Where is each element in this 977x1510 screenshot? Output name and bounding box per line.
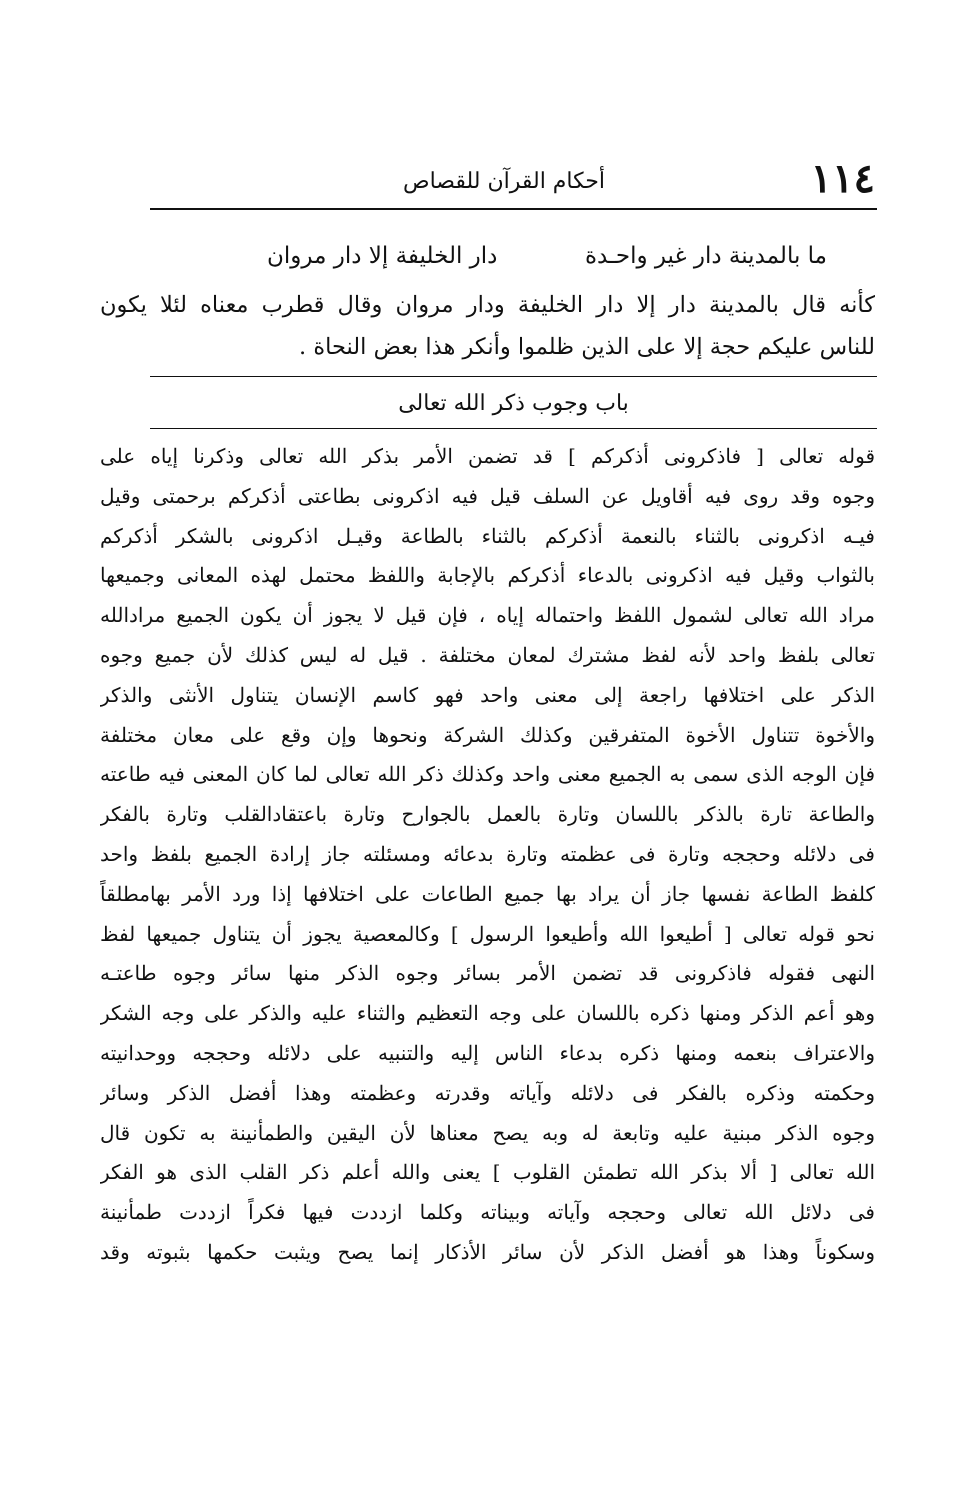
verse-second-hemistich: دار الخليفة إلا دار مروان	[267, 243, 498, 269]
running-title: أحكام القرآن للقصاص	[402, 169, 605, 194]
body-line: النهى فقوله فاذكرونى قد تضمن الأمر بسائر وجوه الذكر منها سائر وجوه طاعتـه	[100, 961, 875, 986]
body-line: كلفظ الطاعة نفسها جاز أن يراد بها جميع الطاعات على اختلافها إذا ورد الأمر بهامطلقاً	[100, 881, 875, 906]
body-line: تعالى بلفظ واحد لأنه لفظ مشترك لمعان مختلفة . قيل له ليس كذلك لأن جميع وجوه	[100, 642, 875, 667]
chapter-title: باب وجوب ذكر الله تعالى	[398, 391, 629, 416]
page-number: ١١٤	[810, 155, 875, 202]
chapter-rule	[150, 428, 877, 429]
body-paragraph	[100, 437, 875, 1273]
body-line: قوله تعالى [ فاذكرونى أذكركم ] قد تضمن الأمر بذكر الله تعالى وذكرنا إياه على	[100, 444, 875, 468]
poetry-verse	[267, 238, 827, 274]
section-rule	[150, 376, 877, 377]
body-line: فى دلائله وحججه وتارة فى عظمته وتارة بدعائه ومسئلته جاز إرادة الجميع بلفظ واحد	[100, 841, 875, 866]
verse-first-hemistich: ما بالمدينة دار غير واحـدة	[584, 243, 827, 269]
body-line: وجوه الذكر مبنية عليه وتابعة له وبه يصح معناها لأن اليقين والطمأنينة به تكون قال	[100, 1120, 875, 1145]
body-line: فإن الوجه الذى سمى به الجميع معنى واحد وكذلك ذكر الله تعالى لما كان المعنى فيه طاعته	[100, 762, 875, 787]
intro-line: للناس عليكم حجة إلا على الذين ظلموا وأنكر هذا بعض النحاة .	[299, 334, 875, 360]
body-line: والأخوة تتناول الأخوة المتفرقين وكذلك الشركة ونحوها وإن وقع على معان مختلفة	[100, 722, 875, 747]
body-line: وسكوناً وهذا هو أفضل الذكر لأن سائر الأذكار إنما يصح ويثبت حكمها بثبوته وقد	[100, 1239, 875, 1264]
body-line: بالثواب وقيل فيه اذكرونى بالدعاء أذكركم بالإجابة واللفظ محتمل لهذه المعانى وجميعها	[100, 563, 875, 588]
body-line: مراد الله تعالى لشمول اللفظ واحتماله إياه ، فإن قيل لا يجوز أن يكون الجميع مرادالله	[100, 603, 875, 628]
body-line: والطاعة تارة بالذكر باللسان وتارة بالعمل بالجوارح وتارة باعتقادالقلب وتارة بالفكر	[100, 802, 875, 827]
body-line: وهو أعم الذكر ومنها ذكره باللسان على وجه التعظيم والثناء عليه والذكر على وجه الشكر	[100, 1001, 875, 1026]
body-line: الله تعالى [ ألا بذكر الله تطمئن القلوب ] يعنى والله أعلم ذكر القلب الذى هو الفكر	[100, 1160, 875, 1185]
intro-paragraph	[100, 284, 875, 368]
body-line: فيـه اذكرونى بالثناء بالنعمة أذكركم بالثناء بالطاعة وقيـل اذكرونى بالشكر أذكركم	[100, 523, 875, 548]
body-line: فى دلائل الله تعالى وحججه وآياته وبيناته وكلما ازددت فيها فكراً ازددت طمأنينة	[100, 1200, 875, 1225]
body-line: نحو قوله تعالى [ أطيعوا الله وأطيعوا الرسول ] وكالمعصية يجوز أن يتناول جميعها لفظ	[100, 921, 875, 946]
page-header	[150, 155, 875, 205]
intro-line: كأنه قال بالمدينة دار إلا دار الخليفة ودار مروان وقال قطرب معناه لئلا يكون	[100, 292, 875, 318]
header-rule	[150, 208, 877, 210]
body-line: والاعتراف بنعمه ومنها ذكره بدعاء الناس إليه والتنبيه على دلائله وحججه ووحدانيته	[100, 1040, 875, 1065]
body-line: وحكمته وذكره بالفكر فى دلائله وآياته وقدرته وعظمته وهذا أفضل الذكر وسائر	[100, 1080, 875, 1105]
body-line: الذكر على اختلافها راجعة إلى معنى واحد فهو كاسم الإنسان يتناول الأنثى والذكر	[100, 682, 875, 707]
body-line: وجوه وقد روى فيه أقاويل عن السلف قيل فيه اذكرونى بطاعتى أذكركم برحمتى وقيل	[100, 483, 875, 508]
